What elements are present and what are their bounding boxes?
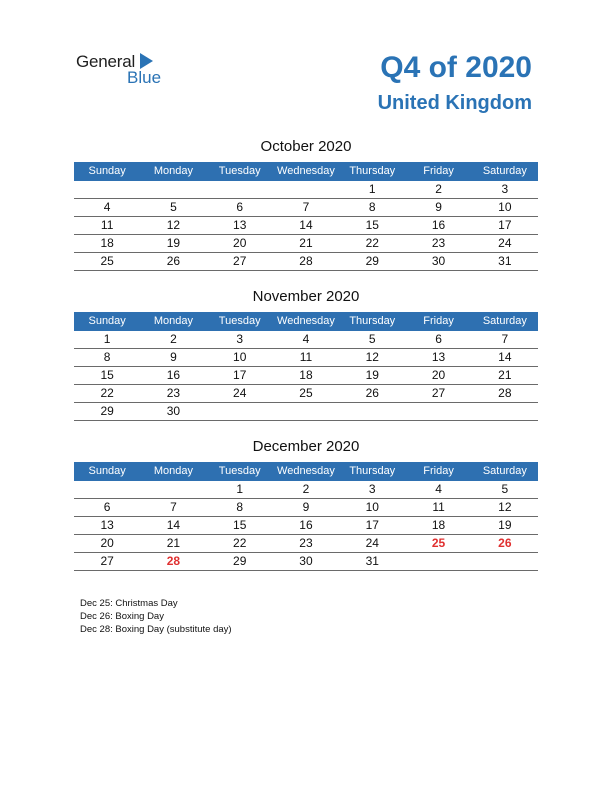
week-row xyxy=(74,199,538,217)
day-cell: 19 xyxy=(498,518,512,532)
empty-day-cell xyxy=(273,403,339,420)
weekday-label: Thursday xyxy=(349,165,396,177)
weekday-label: Sunday xyxy=(88,465,126,477)
day-cell: 5 xyxy=(368,332,376,346)
day-cell: 23 xyxy=(431,236,446,250)
weekday-label: Saturday xyxy=(482,465,527,477)
logo-triangle-icon xyxy=(140,53,153,69)
day-cell: 2 xyxy=(302,482,310,496)
day-cell: 29 xyxy=(365,254,379,268)
page-title: Q4 of 2020 xyxy=(380,51,532,84)
day-cell: 7 xyxy=(501,332,509,346)
day-cell: 23 xyxy=(166,386,181,400)
holiday-notes xyxy=(80,597,232,636)
week-row xyxy=(74,217,538,235)
week-row xyxy=(74,403,538,421)
day-cell: 5 xyxy=(170,200,177,214)
day-cell: 14 xyxy=(498,350,512,364)
week-row xyxy=(74,331,538,349)
day-cell: 8 xyxy=(236,500,244,514)
day-cell: 17 xyxy=(498,218,512,232)
day-cell: 7 xyxy=(170,500,177,514)
day-cell: 17 xyxy=(365,518,379,532)
day-cell: 21 xyxy=(166,536,181,550)
empty-day-cell xyxy=(140,481,206,498)
empty-day-cell xyxy=(472,553,538,570)
day-cell: 7 xyxy=(302,200,310,214)
day-cell: 28 xyxy=(166,554,181,568)
day-cell: 4 xyxy=(302,332,310,346)
day-cell: 1 xyxy=(103,332,111,346)
week-row xyxy=(74,481,538,499)
day-cell: 31 xyxy=(498,254,512,268)
month-october xyxy=(74,136,538,271)
brand-word-blue: Blue xyxy=(127,68,162,87)
day-cell: 29 xyxy=(233,554,247,568)
day-cell: 20 xyxy=(233,236,247,250)
day-cell: 12 xyxy=(166,218,181,232)
day-cell: 17 xyxy=(233,368,247,382)
weekday-label: Saturday xyxy=(482,165,527,177)
holiday-note: Dec 25: Christmas Day xyxy=(80,598,178,609)
week-row xyxy=(74,385,538,403)
day-cell: 16 xyxy=(299,518,313,532)
month-november xyxy=(74,286,538,421)
day-cell: 12 xyxy=(498,500,512,514)
day-cell: 4 xyxy=(435,482,442,496)
week-row xyxy=(74,181,538,199)
weekday-label: Thursday xyxy=(349,465,396,477)
empty-day-cell xyxy=(273,181,339,198)
brand-word-general: General xyxy=(76,52,136,71)
day-cell: 31 xyxy=(365,554,379,568)
day-cell: 24 xyxy=(365,536,379,550)
day-cell: 9 xyxy=(302,500,310,514)
holiday-note: Dec 28: Boxing Day (substitute day) xyxy=(80,624,232,635)
day-cell: 23 xyxy=(299,536,313,550)
day-cell: 1 xyxy=(368,182,376,196)
weekday-label: Monday xyxy=(153,315,193,327)
day-cell: 20 xyxy=(100,536,114,550)
day-cell: 11 xyxy=(432,500,445,514)
day-cell: 28 xyxy=(498,386,512,400)
week-row xyxy=(74,253,538,271)
day-cell: 8 xyxy=(103,350,111,364)
day-cell: 19 xyxy=(365,368,379,382)
day-cell: 13 xyxy=(431,350,446,364)
day-cell: 21 xyxy=(498,368,512,382)
day-cell: 13 xyxy=(233,218,247,232)
weekday-label: Tuesday xyxy=(218,465,261,477)
weekday-label: Friday xyxy=(423,465,454,477)
month-grid xyxy=(74,331,538,421)
day-cell: 9 xyxy=(170,350,177,364)
day-cell: 11 xyxy=(100,218,114,232)
day-cell: 18 xyxy=(299,368,313,382)
weekday-label: Thursday xyxy=(349,315,396,327)
weekday-label: Sunday xyxy=(88,315,126,327)
month-title: November 2020 xyxy=(252,288,360,305)
weekday-label: Tuesday xyxy=(218,315,261,327)
day-cell: 6 xyxy=(103,500,111,514)
day-cell: 11 xyxy=(299,350,313,364)
day-cell: 16 xyxy=(166,368,181,382)
empty-day-cell xyxy=(74,181,140,198)
day-cell: 27 xyxy=(233,254,247,268)
page-subtitle: United Kingdom xyxy=(377,92,532,114)
day-cell: 15 xyxy=(100,368,114,382)
day-cell: 3 xyxy=(501,182,509,196)
empty-day-cell xyxy=(339,403,405,420)
day-cell: 1 xyxy=(236,482,244,496)
brand-logo xyxy=(76,52,186,92)
weekday-label: Tuesday xyxy=(218,165,261,177)
day-cell: 10 xyxy=(498,200,512,214)
month-title: December 2020 xyxy=(252,438,360,455)
day-cell: 10 xyxy=(365,500,379,514)
day-cell: 22 xyxy=(100,386,114,400)
weekday-header xyxy=(74,312,538,331)
weekday-label: Monday xyxy=(153,465,193,477)
day-cell: 15 xyxy=(233,518,247,532)
day-cell: 13 xyxy=(100,518,114,532)
day-cell: 30 xyxy=(431,254,446,268)
day-cell: 27 xyxy=(431,386,446,400)
empty-day-cell xyxy=(140,181,206,198)
day-cell: 30 xyxy=(166,404,181,418)
weekday-label: Friday xyxy=(423,165,454,177)
weekday-label: Saturday xyxy=(482,315,527,327)
day-cell: 26 xyxy=(365,386,379,400)
day-cell: 19 xyxy=(166,236,181,250)
day-cell: 6 xyxy=(236,200,244,214)
empty-day-cell xyxy=(472,403,538,420)
weekday-header xyxy=(74,162,538,181)
month-grid xyxy=(74,181,538,271)
month-december xyxy=(74,436,538,571)
week-row xyxy=(74,349,538,367)
weekday-label: Monday xyxy=(153,165,193,177)
day-cell: 2 xyxy=(435,182,442,196)
day-cell: 2 xyxy=(170,332,177,346)
day-cell: 22 xyxy=(233,536,247,550)
day-cell: 20 xyxy=(431,368,446,382)
weekday-label: Wednesday xyxy=(277,315,335,327)
day-cell: 4 xyxy=(103,200,111,214)
day-cell: 30 xyxy=(299,554,313,568)
day-cell: 21 xyxy=(299,236,313,250)
weekday-label: Sunday xyxy=(88,165,126,177)
day-cell: 5 xyxy=(501,482,509,496)
day-cell: 24 xyxy=(233,386,247,400)
week-row xyxy=(74,553,538,571)
week-row xyxy=(74,235,538,253)
day-cell: 14 xyxy=(299,218,313,232)
day-cell: 22 xyxy=(365,236,379,250)
day-cell: 3 xyxy=(368,482,376,496)
day-cell: 6 xyxy=(435,332,442,346)
empty-day-cell xyxy=(405,553,471,570)
day-cell: 18 xyxy=(100,236,114,250)
weekday-label: Wednesday xyxy=(277,465,335,477)
day-cell: 12 xyxy=(365,350,379,364)
week-row xyxy=(74,535,538,553)
day-cell: 28 xyxy=(299,254,313,268)
day-cell: 25 xyxy=(100,254,114,268)
day-cell: 9 xyxy=(435,200,442,214)
week-row xyxy=(74,499,538,517)
day-cell: 25 xyxy=(431,536,446,550)
weekday-label: Friday xyxy=(423,315,454,327)
day-cell: 14 xyxy=(166,518,181,532)
empty-day-cell xyxy=(207,181,273,198)
day-cell: 10 xyxy=(233,350,247,364)
day-cell: 18 xyxy=(431,518,446,532)
day-cell: 26 xyxy=(166,254,181,268)
week-row xyxy=(74,367,538,385)
day-cell: 27 xyxy=(100,554,114,568)
empty-day-cell xyxy=(405,403,471,420)
weekday-header xyxy=(74,462,538,481)
month-grid xyxy=(74,481,538,571)
day-cell: 15 xyxy=(365,218,379,232)
day-cell: 26 xyxy=(498,536,512,550)
week-row xyxy=(74,517,538,535)
day-cell: 24 xyxy=(498,236,512,250)
empty-day-cell xyxy=(207,403,273,420)
day-cell: 3 xyxy=(236,332,244,346)
empty-day-cell xyxy=(74,481,140,498)
holiday-note: Dec 26: Boxing Day xyxy=(80,611,164,622)
day-cell: 29 xyxy=(100,404,114,418)
month-title: October 2020 xyxy=(260,138,352,155)
weekday-label: Wednesday xyxy=(277,165,335,177)
day-cell: 8 xyxy=(368,200,376,214)
day-cell: 16 xyxy=(431,218,446,232)
day-cell: 25 xyxy=(299,386,313,400)
